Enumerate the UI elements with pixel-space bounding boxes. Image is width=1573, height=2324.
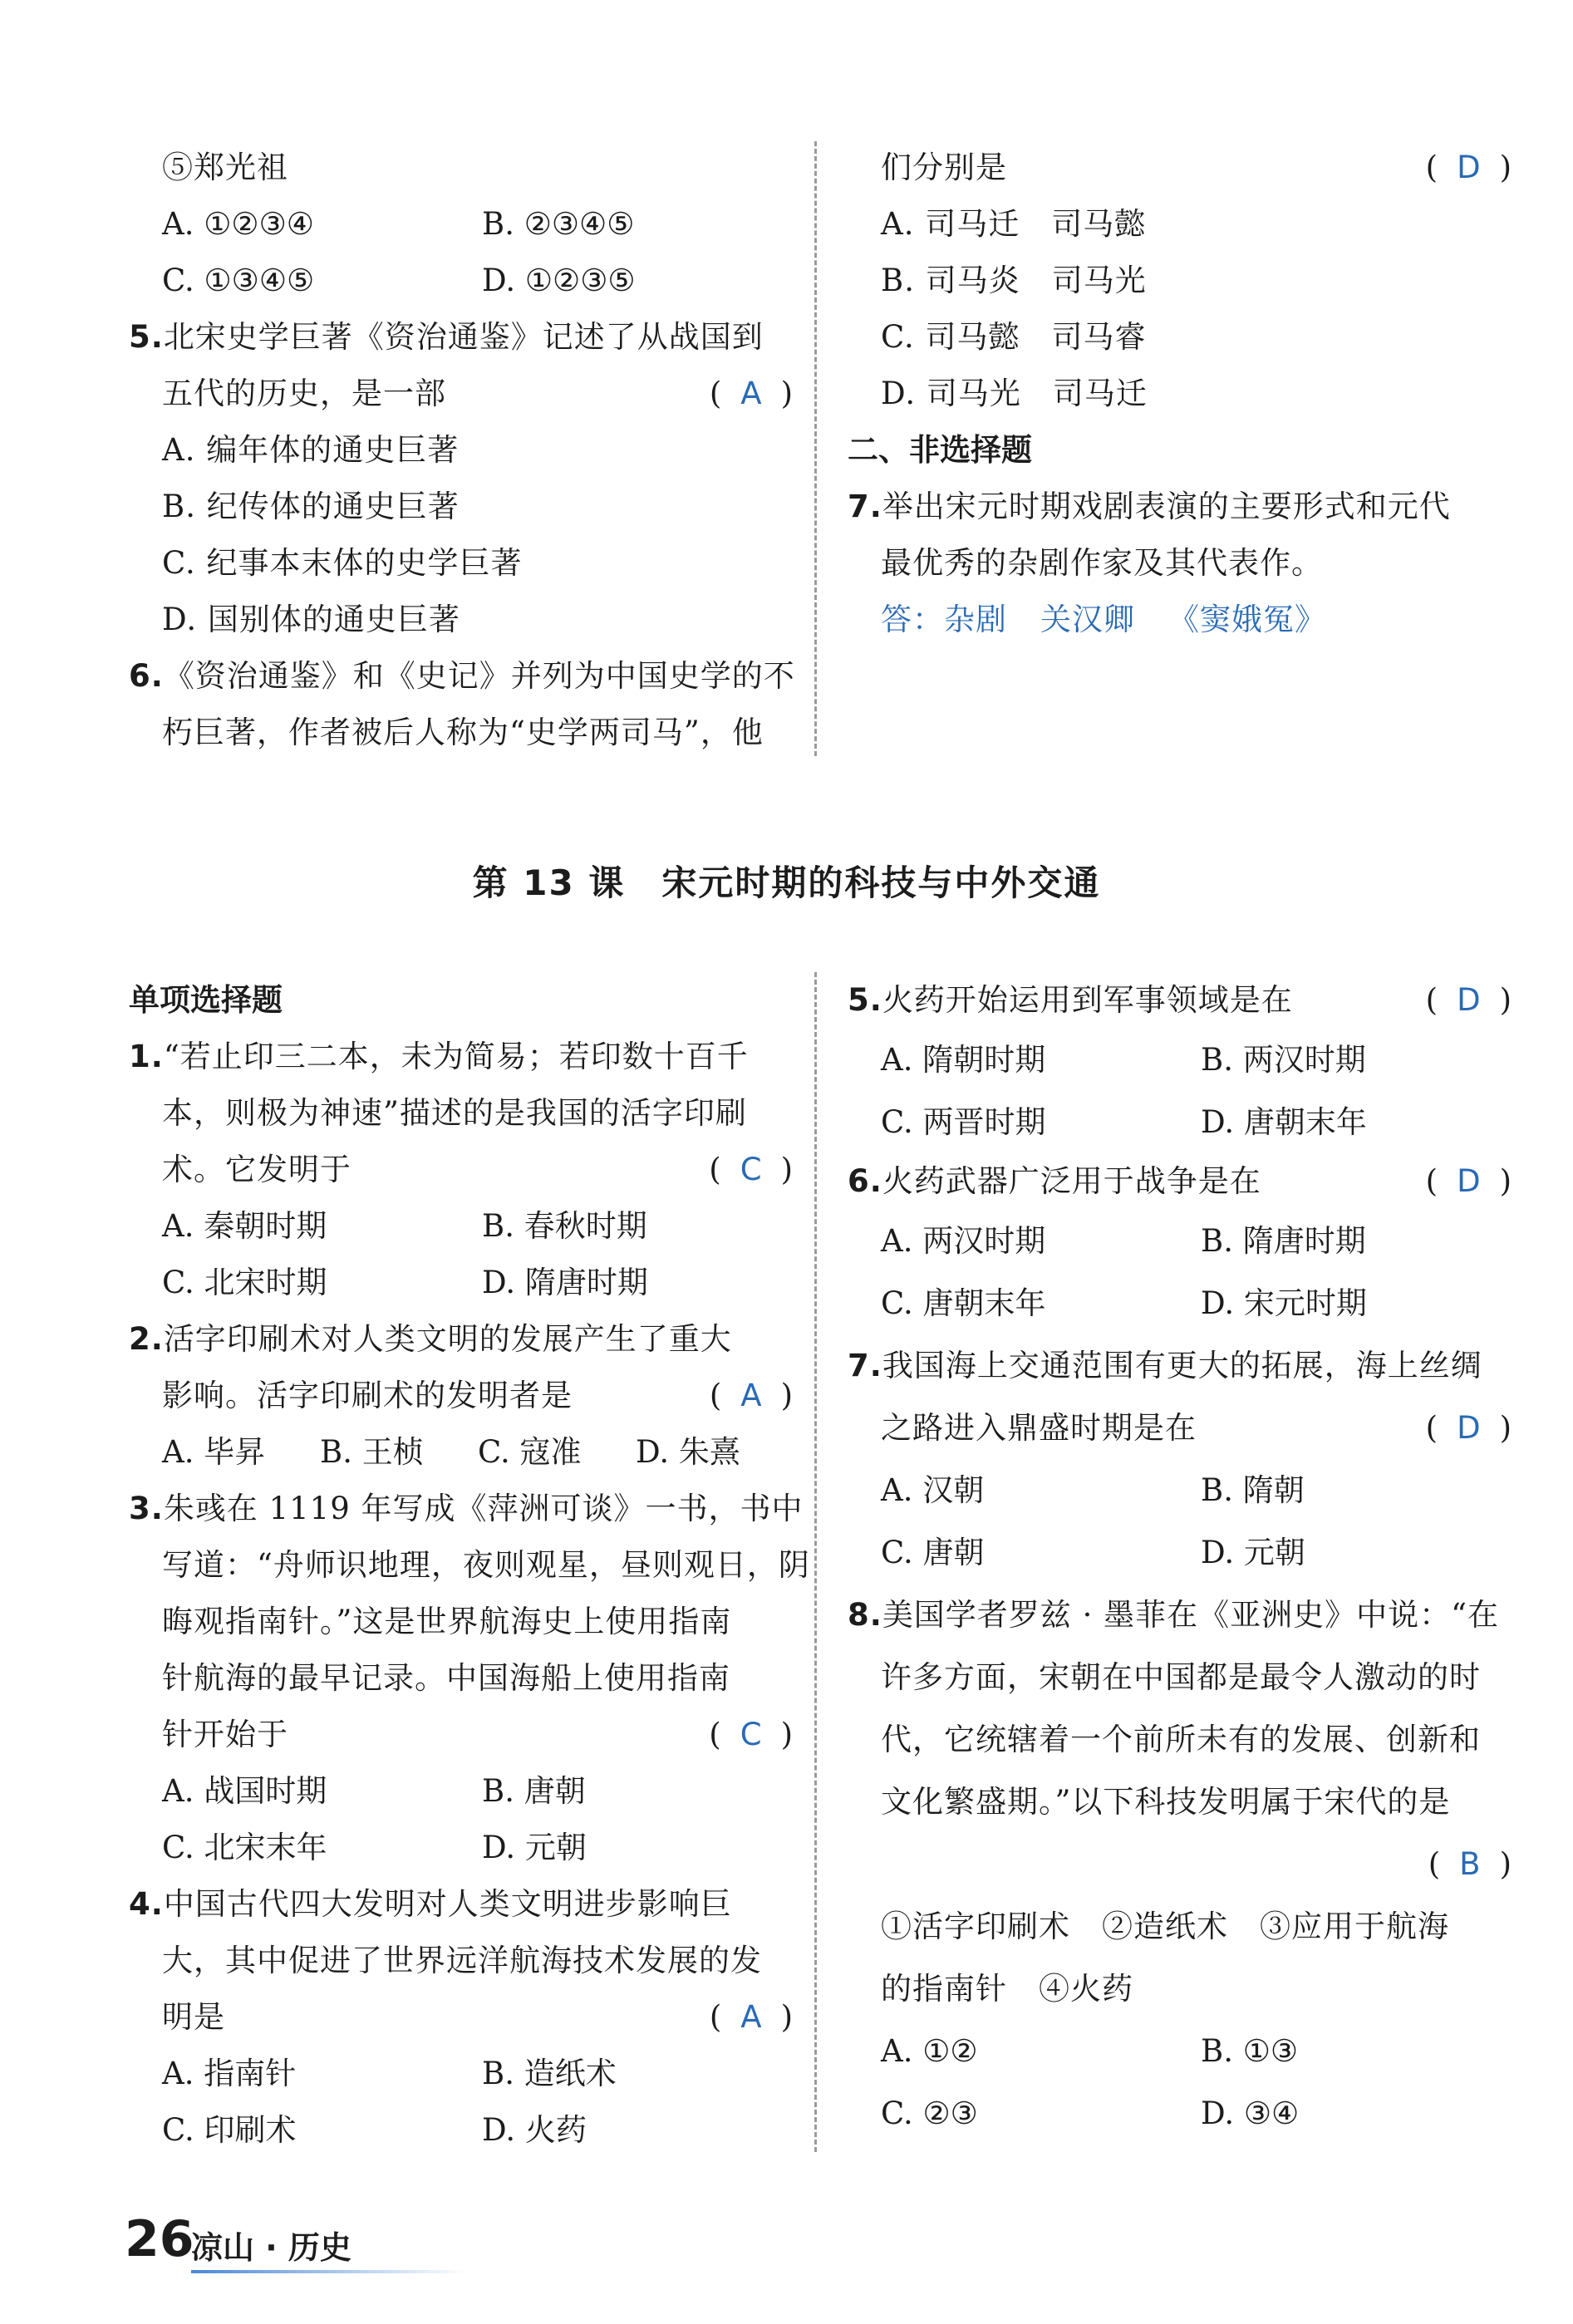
q3-options-row1 bbox=[129, 1763, 794, 1820]
q1-options-row1 bbox=[129, 1198, 794, 1255]
q8-line4: 文化繁盛期。”以下科技发明属于宋代的是 bbox=[881, 1784, 1451, 1820]
option-b[interactable]: B. 司马炎 司马光 bbox=[881, 263, 1147, 298]
option-b[interactable]: B. 隋朝 bbox=[1201, 1472, 1305, 1508]
option-a[interactable]: A. 秦朝时期 bbox=[162, 1208, 327, 1244]
q6-line1 bbox=[848, 1153, 1512, 1210]
q7-line1 bbox=[848, 1334, 1512, 1397]
q7-line1 bbox=[848, 479, 1512, 535]
q6-tail-line bbox=[848, 140, 1512, 196]
option-a[interactable]: A. 隋朝时期 bbox=[881, 1042, 1046, 1078]
q6-options-row2 bbox=[848, 1272, 1512, 1334]
q7-line2: 最优秀的杂剧作家及其代表作。 bbox=[881, 545, 1323, 581]
option-d[interactable]: D. 隋唐时期 bbox=[482, 1265, 648, 1300]
q5-options-row2 bbox=[848, 1091, 1512, 1153]
option-d[interactable]: D. 朱熹 bbox=[636, 1434, 740, 1470]
q6-options-row1 bbox=[848, 1210, 1512, 1272]
option-a[interactable]: A. ①②③④ bbox=[162, 206, 314, 242]
option-d[interactable]: D. 元朝 bbox=[1201, 1535, 1305, 1570]
question-number: 3. bbox=[129, 1491, 164, 1526]
top-left-column bbox=[129, 140, 794, 761]
question-text: 我国海上交通范围有更大的拓展，海上丝绸 bbox=[882, 1348, 1482, 1383]
option-d[interactable]: D. ①②③⑤ bbox=[482, 263, 636, 298]
option-b[interactable]: B. ②③④⑤ bbox=[482, 206, 635, 242]
q3-line1 bbox=[129, 1481, 804, 1537]
q1-line3 bbox=[129, 1142, 794, 1198]
answer-letter: B bbox=[1459, 1846, 1482, 1882]
answer-bracket: ( D ) bbox=[1425, 1410, 1512, 1446]
q1-line1 bbox=[129, 1029, 794, 1085]
option-b[interactable]: B. 唐朝 bbox=[482, 1773, 586, 1809]
answer-bracket: ( C ) bbox=[709, 1717, 794, 1752]
option-d[interactable]: D. ③④ bbox=[1201, 2096, 1300, 2131]
footer-underline bbox=[191, 2270, 465, 2273]
answer-letter: D bbox=[1457, 1410, 1482, 1446]
answer-part: 答：杂剧 bbox=[881, 602, 1007, 637]
q8-answer-line bbox=[848, 1833, 1512, 1895]
q5-line1 bbox=[129, 309, 794, 366]
column-divider-bottom bbox=[814, 972, 817, 2152]
answer-letter: A bbox=[740, 1378, 763, 1413]
question-text: 们分别是 bbox=[881, 150, 1007, 185]
option-c[interactable]: C. 北宋时期 bbox=[162, 1265, 327, 1300]
q2-options-row bbox=[129, 1424, 794, 1481]
question-number: 8. bbox=[848, 1597, 882, 1633]
q8-items-line1: ①活字印刷术 ②造纸术 ③应用于航海 bbox=[881, 1909, 1449, 1944]
option-d[interactable]: D. 司马光 司马迁 bbox=[881, 376, 1148, 411]
question-text: 《资治通鉴》和《史记》并列为中国史学的不 bbox=[163, 658, 795, 694]
answer-letter: A bbox=[740, 376, 763, 411]
q6-line2: 朽巨著，作者被后人称为“史学两司马”，他 bbox=[162, 715, 764, 750]
answer-letter: C bbox=[740, 1152, 763, 1187]
answer-part: 关汉卿 bbox=[1040, 602, 1135, 637]
answer-bracket: ( A ) bbox=[709, 376, 794, 411]
q8-line2: 许多方面，宋朝在中国都是最令人激动的时 bbox=[881, 1659, 1481, 1695]
question-text: 火药武器广泛用于战争是在 bbox=[882, 1163, 1261, 1199]
q1-options-row2 bbox=[129, 1255, 794, 1311]
option-c[interactable]: C. 唐朝 bbox=[881, 1535, 985, 1570]
q8-options-row1 bbox=[848, 2020, 1512, 2082]
q4-tail-line: ⑤郑光祖 bbox=[162, 150, 288, 185]
column-divider-top bbox=[814, 141, 817, 756]
option-d[interactable]: D. 元朝 bbox=[482, 1830, 587, 1865]
option-c[interactable]: C. ②③ bbox=[881, 2096, 978, 2131]
question-text: 中国古代四大发明对人类文明进步影响巨 bbox=[163, 1886, 732, 1922]
question-text: 北宋史学巨著《资治通鉴》记述了从战国到 bbox=[163, 319, 764, 355]
answer-part: 《窦娥冤》 bbox=[1168, 602, 1326, 637]
answer-letter: A bbox=[740, 1999, 763, 2035]
option-a[interactable]: A. 战国时期 bbox=[162, 1773, 327, 1809]
answer-bracket: ( A ) bbox=[709, 1378, 794, 1413]
option-a[interactable]: A. 指南针 bbox=[162, 2056, 297, 2091]
option-a[interactable]: A. 编年体的通史巨著 bbox=[162, 432, 460, 468]
q4-options-row2 bbox=[129, 2102, 794, 2159]
question-text: 活字印刷术对人类文明的发展产生了重大 bbox=[163, 1321, 732, 1357]
lesson-title: 第 13 课 宋元时期的科技与中外交通 bbox=[472, 862, 1101, 903]
question-text: 美国学者罗兹 · 墨菲在《亚洲史》中说：“在 bbox=[882, 1597, 1500, 1633]
page-number: 26 bbox=[125, 2210, 194, 2268]
q1-line2: 本，则极为神速”描述的是我国的活字印刷 bbox=[162, 1095, 747, 1131]
q6-line1 bbox=[129, 648, 794, 705]
section-heading: 单项选择题 bbox=[129, 982, 283, 1018]
q2-line2 bbox=[129, 1368, 794, 1424]
answer-bracket: ( D ) bbox=[1425, 150, 1512, 185]
q7-line2 bbox=[848, 1397, 1512, 1459]
q3-line3: 晦观指南针。”这是世界航海史上使用指南 bbox=[162, 1604, 732, 1639]
section-heading: 二、非选择题 bbox=[848, 432, 1032, 468]
question-number: 1. bbox=[129, 1039, 164, 1074]
q5-options-row1 bbox=[848, 1029, 1512, 1091]
option-d[interactable]: D. 火药 bbox=[482, 2112, 587, 2148]
option-a[interactable]: A. 毕昇 bbox=[162, 1434, 266, 1470]
option-d[interactable]: D. 宋元时期 bbox=[1201, 1285, 1367, 1321]
answer-letter: C bbox=[740, 1717, 763, 1752]
answer-letter: D bbox=[1457, 150, 1482, 185]
question-text: “若止印三二本，未为简易；若印数十百千 bbox=[163, 1039, 749, 1074]
bottom-right-column bbox=[848, 972, 1512, 2145]
q3-options-row2 bbox=[129, 1820, 794, 1876]
top-right-column bbox=[848, 140, 1512, 648]
footer-title: 凉山 · 历史 bbox=[191, 2229, 351, 2266]
option-b[interactable]: B. 两汉时期 bbox=[1201, 1042, 1366, 1078]
answer-letter: D bbox=[1457, 982, 1482, 1018]
answer-bracket: ( A ) bbox=[709, 1999, 794, 2035]
question-text: 影响。活字印刷术的发明者是 bbox=[162, 1378, 573, 1413]
bottom-left-column bbox=[129, 972, 810, 2159]
q4-options-row2 bbox=[129, 253, 794, 309]
question-text: 朱彧在 1119 年写成《萍洲可谈》一书，书中 bbox=[163, 1491, 804, 1526]
question-text: 明是 bbox=[162, 1999, 225, 2035]
answer-bracket: ( C ) bbox=[709, 1152, 794, 1187]
question-text: 之路进入鼎盛时期是在 bbox=[881, 1410, 1197, 1446]
question-text: 针开始于 bbox=[162, 1717, 288, 1752]
q4-line2: 大，其中促进了世界远洋航海技术发展的发 bbox=[162, 1943, 762, 1978]
option-a[interactable]: A. 两汉时期 bbox=[881, 1223, 1046, 1259]
q7-options-row1 bbox=[848, 1459, 1512, 1521]
question-text: 五代的历史，是一部 bbox=[162, 376, 446, 411]
q5-line1 bbox=[848, 972, 1512, 1029]
q4-line1 bbox=[129, 1876, 794, 1933]
option-a[interactable]: A. 司马迁 司马懿 bbox=[881, 206, 1147, 242]
question-number: 5. bbox=[129, 319, 164, 355]
option-d[interactable]: D. 国别体的通史巨著 bbox=[162, 602, 460, 637]
option-c[interactable]: C. 印刷术 bbox=[162, 2112, 297, 2148]
question-number: 7. bbox=[848, 1348, 882, 1383]
q8-line3: 代，它统辖着一个前所未有的发展、创新和 bbox=[881, 1722, 1481, 1757]
q4-line3 bbox=[129, 1989, 794, 2046]
option-c[interactable]: C. 寇准 bbox=[478, 1434, 582, 1470]
q3-line5 bbox=[129, 1707, 794, 1763]
option-c[interactable]: C. 北宋末年 bbox=[162, 1830, 327, 1865]
option-b[interactable]: B. 隋唐时期 bbox=[1201, 1223, 1366, 1259]
question-text: 火药开始运用到军事领域是在 bbox=[882, 982, 1293, 1018]
q7-answer bbox=[848, 592, 1512, 648]
option-b[interactable]: B. 纪传体的通史巨著 bbox=[162, 489, 460, 524]
q8-items-line2: 的指南针 ④火药 bbox=[881, 1971, 1133, 2007]
option-c[interactable]: C. ①③④⑤ bbox=[162, 263, 315, 298]
answer-bracket: ( D ) bbox=[1425, 982, 1512, 1018]
option-c[interactable]: C. 纪事本末体的史学巨著 bbox=[162, 545, 523, 581]
answer-bracket: ( B ) bbox=[1428, 1846, 1512, 1882]
q4-options-row1 bbox=[129, 196, 794, 253]
q8-options-row2 bbox=[848, 2082, 1512, 2145]
question-number: 6. bbox=[848, 1163, 882, 1199]
answer-bracket: ( D ) bbox=[1425, 1163, 1512, 1199]
q3-line2: 写道：“舟师识地理，夜则观星，昼则观日，阴 bbox=[162, 1547, 810, 1583]
question-number: 5. bbox=[848, 982, 882, 1018]
option-c[interactable]: C. 司马懿 司马睿 bbox=[881, 319, 1147, 355]
question-number: 6. bbox=[129, 658, 164, 694]
question-text: 术。它发明于 bbox=[162, 1152, 351, 1187]
option-d[interactable]: D. 唐朝末年 bbox=[1201, 1104, 1367, 1140]
answer-letter: D bbox=[1457, 1163, 1482, 1199]
question-number: 4. bbox=[129, 1886, 164, 1922]
option-b[interactable]: B. 王桢 bbox=[320, 1434, 424, 1470]
option-b[interactable]: B. 春秋时期 bbox=[482, 1208, 647, 1244]
q7-options-row2 bbox=[848, 1521, 1512, 1584]
q5-line2 bbox=[129, 366, 794, 422]
option-b[interactable]: B. ①③ bbox=[1201, 2033, 1299, 2069]
q4-options-row1 bbox=[129, 2046, 794, 2102]
q3-line4: 针航海的最早记录。中国海船上使用指南 bbox=[162, 1660, 730, 1696]
option-a[interactable]: A. 汉朝 bbox=[881, 1472, 985, 1508]
question-number: 2. bbox=[129, 1321, 164, 1357]
question-number: 7. bbox=[848, 489, 882, 524]
question-text: 举出宋元时期戏剧表演的主要形式和元代 bbox=[882, 489, 1451, 524]
option-b[interactable]: B. 造纸术 bbox=[482, 2056, 617, 2091]
option-c[interactable]: C. 唐朝末年 bbox=[881, 1285, 1046, 1321]
option-c[interactable]: C. 两晋时期 bbox=[881, 1104, 1046, 1140]
q2-line1 bbox=[129, 1311, 794, 1368]
option-a[interactable]: A. ①② bbox=[881, 2033, 978, 2069]
q8-line1 bbox=[848, 1584, 1512, 1646]
